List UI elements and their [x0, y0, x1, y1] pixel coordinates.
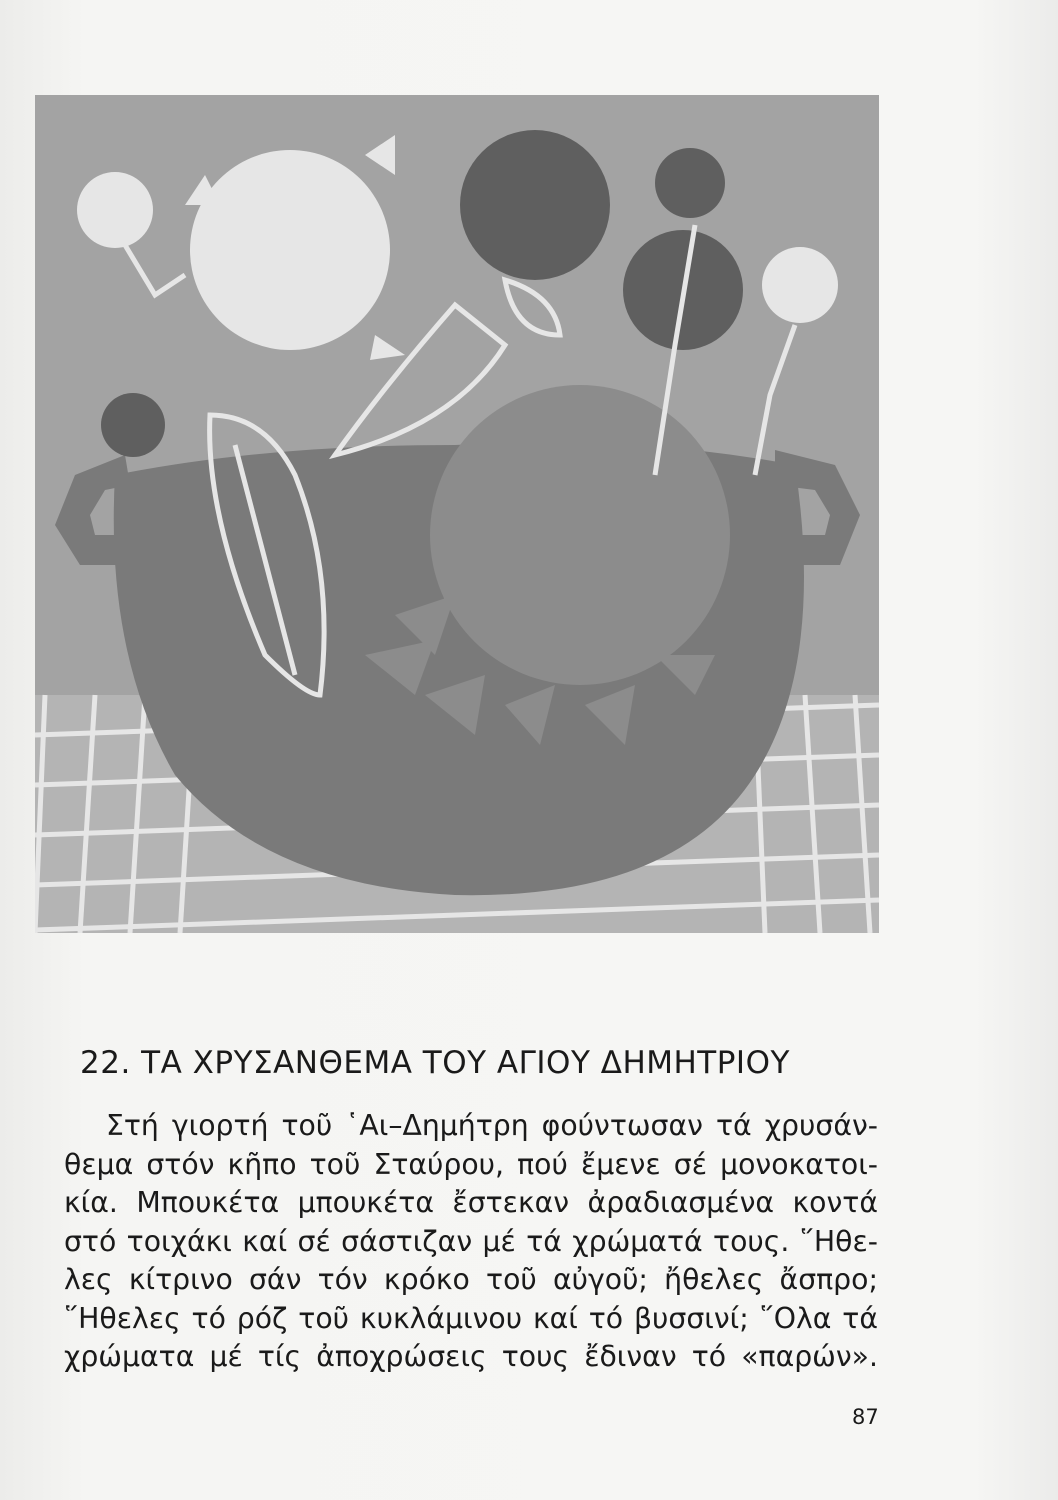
illustration-chrysanthemums	[35, 95, 879, 933]
story-paragraph	[64, 1107, 878, 1377]
white-flower-small-right	[762, 247, 838, 323]
white-flower-small-left	[77, 172, 153, 248]
paragraph-line: λες κίτρινο σάν τόν κρόκο τοῦ αὐγοῦ; ἤθελες ἄσπρο;	[64, 1263, 878, 1296]
chapter-title: 22. ΤΑ ΧΡΥΣΑΝΘΕΜΑ ΤΟΥ ΑΓΙΟΥ ΔΗΜΗΤΡΙΟΥ	[80, 1045, 790, 1081]
paragraph-line: θεμα στόν κῆπο τοῦ Σταύρου, πού ἔμενε σέ μονοκατοι-	[64, 1147, 878, 1181]
paragraph-line: στό τοιχάκι καί σέ σάστιζαν μέ τά χρώματά τους. ῞Ηθε-	[64, 1224, 878, 1258]
papercut-artwork	[35, 95, 879, 933]
page-number: 87	[852, 1405, 879, 1429]
paragraph-line: κία. Μπουκέτα μπουκέτα ἔστεκαν ἀραδιασμένα κοντά	[64, 1186, 878, 1219]
paragraph-line: χρώματα μέ τίς ἀποχρώσεις τους ἔδιναν τό «παρών».	[64, 1340, 878, 1373]
paragraph-line: Στή γιορτή τοῦ ῾Αι–Δημήτρη φούντωσαν τά χρυσάν-	[106, 1109, 878, 1142]
paragraph-line: ῞Ηθελες τό ρόζ τοῦ κυκλάμινου καί τό βυσσινί; ῞Ολα τά	[64, 1301, 878, 1335]
